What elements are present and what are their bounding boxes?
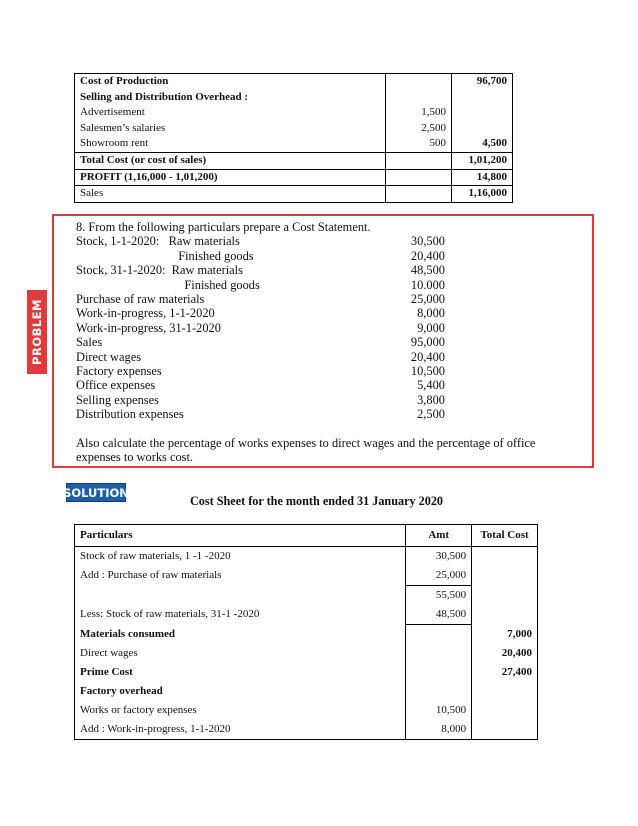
item-value: 10.000 xyxy=(410,277,445,292)
row-label: PROFIT (1,16,000 - 1,01,200) xyxy=(75,169,386,186)
list-item xyxy=(76,407,445,421)
row-amount xyxy=(406,625,472,645)
row-total xyxy=(472,701,538,720)
row-label: Advertisement xyxy=(75,105,386,121)
row-label xyxy=(75,586,406,606)
item-label: Stock, 31-1-2020: Raw materials xyxy=(76,263,243,278)
item-label: Office expenses xyxy=(76,378,156,393)
table-row xyxy=(75,644,538,663)
row-amount xyxy=(386,169,452,186)
item-value: 2,500 xyxy=(417,407,445,422)
problem-footer-1: Also calculate the percentage of works expenses to direct wages and the percentage of office xyxy=(76,435,536,450)
row-label: Showroom rent xyxy=(75,136,386,152)
row-total: 20,400 xyxy=(501,647,532,659)
table-row xyxy=(75,663,538,682)
item-label: Finished goods xyxy=(76,248,254,263)
list-item xyxy=(76,249,445,263)
row-amount xyxy=(386,152,452,169)
table-row xyxy=(75,625,538,645)
table-row xyxy=(75,186,513,203)
item-value: 95,000 xyxy=(410,335,445,350)
row-total: 14,800 xyxy=(452,169,513,186)
item-value: 5,400 xyxy=(417,378,445,393)
list-item xyxy=(76,321,445,335)
row-total xyxy=(452,105,513,121)
item-label: Stock, 1-1-2020: Raw materials xyxy=(76,234,240,249)
row-total xyxy=(472,720,538,740)
row-label: Factory overhead xyxy=(75,682,406,701)
row-label: Less: Stock of raw materials, 31-1 -2020 xyxy=(75,605,406,625)
item-value: 20,400 xyxy=(410,349,445,364)
row-label: Stock of raw materials, 1 -1 -2020 xyxy=(75,547,406,567)
row-amount xyxy=(386,90,452,106)
list-item xyxy=(76,378,445,392)
row-amount: 10,500 xyxy=(406,701,472,720)
item-value: 10,500 xyxy=(410,363,445,378)
row-total xyxy=(472,566,538,586)
item-value: 48,500 xyxy=(410,263,445,278)
list-item xyxy=(76,292,445,306)
list-item xyxy=(76,263,445,277)
row-label: Prime Cost xyxy=(75,663,406,682)
table-row xyxy=(75,152,513,169)
table-row xyxy=(75,90,513,106)
row-label: Add : Work-in-progress, 1-1-2020 xyxy=(75,720,406,740)
list-item xyxy=(76,234,445,248)
row-amount xyxy=(386,74,452,90)
table-row xyxy=(75,701,538,720)
item-value: 30,500 xyxy=(410,234,445,249)
item-label: Purchase of raw materials xyxy=(76,291,205,306)
row-amount: 25,000 xyxy=(406,566,472,586)
table-row xyxy=(75,136,513,152)
row-label: Cost of Production xyxy=(75,74,386,90)
row-amount: 1,500 xyxy=(386,105,452,121)
table-row xyxy=(75,566,538,586)
row-amount: 48,500 xyxy=(406,605,472,625)
row-total xyxy=(472,547,538,567)
row-label: Total Cost (or cost of sales) xyxy=(75,152,386,169)
item-label: Factory expenses xyxy=(76,363,162,378)
row-total xyxy=(452,121,513,137)
problem-footer-2: expenses to works cost. xyxy=(76,450,194,465)
row-total: 4,500 xyxy=(482,137,507,150)
row-label: Materials consumed xyxy=(75,625,406,645)
header-particulars: Particulars xyxy=(75,525,406,547)
row-amount: 55,500 xyxy=(406,586,472,606)
table-row xyxy=(75,547,538,567)
item-value: 25,000 xyxy=(410,291,445,306)
table-row xyxy=(75,682,538,701)
row-label: Direct wages xyxy=(75,644,406,663)
row-label: Sales xyxy=(75,186,386,203)
row-total xyxy=(472,605,538,625)
row-amount: 500 xyxy=(386,136,452,152)
table-row xyxy=(75,169,513,186)
row-amount xyxy=(406,682,472,701)
row-amount xyxy=(386,186,452,203)
row-label: Selling and Distribution Overhead : xyxy=(75,90,386,106)
item-label: Work-in-progress, 1-1-2020 xyxy=(76,306,215,321)
cost-sheet-title: Cost Sheet for the month ended 31 January 2020 xyxy=(190,494,444,508)
row-label: Works or factory expenses xyxy=(75,701,406,720)
list-item xyxy=(76,306,445,320)
row-amount xyxy=(406,644,472,663)
row-label: Add : Purchase of raw materials xyxy=(75,566,406,586)
header-total: Total Cost xyxy=(472,525,538,547)
cost-sheet-header xyxy=(75,525,538,547)
item-label: Work-in-progress, 31-1-2020 xyxy=(76,320,221,335)
item-value: 9,000 xyxy=(417,320,445,335)
list-item xyxy=(76,350,445,364)
row-label: Salesmen’s salaries xyxy=(75,121,386,137)
problem-text xyxy=(76,220,596,465)
row-total xyxy=(452,90,513,106)
row-total xyxy=(472,682,538,701)
item-value: 3,800 xyxy=(417,392,445,407)
row-total: 1,01,200 xyxy=(452,152,513,169)
previous-cost-table xyxy=(74,73,513,203)
cost-sheet-table xyxy=(74,524,538,740)
problem-items xyxy=(76,234,445,421)
table-row xyxy=(75,121,513,137)
table-row xyxy=(75,720,538,740)
row-amount: 8,000 xyxy=(406,720,472,740)
item-label: Direct wages xyxy=(76,349,142,364)
item-value: 8,000 xyxy=(417,306,445,321)
list-item xyxy=(76,335,445,349)
list-item xyxy=(76,278,445,292)
header-amt: Amt xyxy=(406,525,472,547)
table-row xyxy=(75,586,538,606)
item-value: 20,400 xyxy=(410,248,445,263)
list-item xyxy=(76,393,445,407)
item-label: Finished goods xyxy=(76,277,260,292)
solution-tag: SOLUTION xyxy=(66,483,126,502)
row-amount xyxy=(406,663,472,682)
row-total: 96,700 xyxy=(476,75,507,87)
row-amount: 2,500 xyxy=(386,121,452,137)
row-total xyxy=(472,586,538,606)
item-label: Sales xyxy=(76,335,103,350)
table-row xyxy=(75,105,513,121)
row-total: 7,000 xyxy=(507,627,532,640)
table-row xyxy=(75,605,538,625)
row-total: 27,400 xyxy=(501,666,532,678)
problem-tag: PROBLEM xyxy=(27,290,47,374)
table-row xyxy=(75,74,513,90)
list-item xyxy=(76,364,445,378)
row-amount: 30,500 xyxy=(406,547,472,567)
row-total: 1,16,000 xyxy=(452,186,513,203)
item-label: Selling expenses xyxy=(76,392,159,407)
item-label: Distribution expenses xyxy=(76,407,184,422)
problem-intro: 8. From the following particulars prepare a Cost Statement. xyxy=(76,220,371,234)
